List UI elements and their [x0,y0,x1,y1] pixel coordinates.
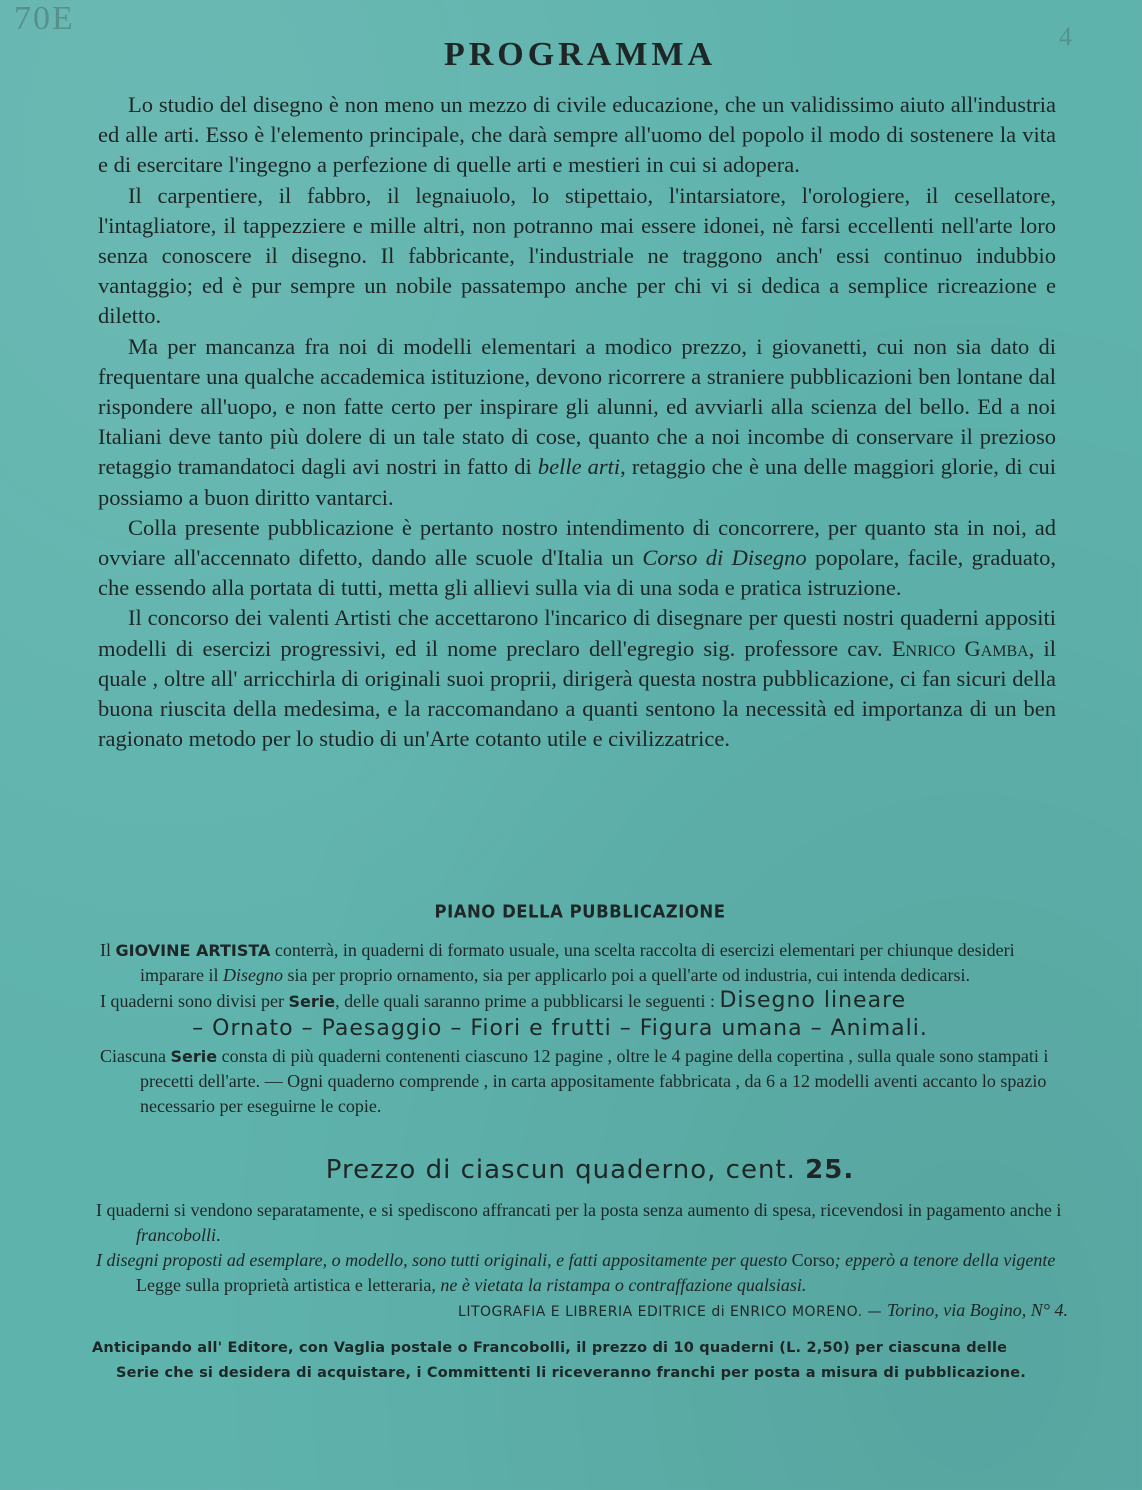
piano-paragraph-2: I quaderni sono divisi per Serie, delle quali saranno prime a pubblicarsi le seguenti : Disegno lineare – Ornato – Paesaggio – Fiori e frutti – Figura umana – Animali. [100,988,1060,1044]
pencil-annotation: 70E [14,0,75,37]
corso-di-disegno-italic: Corso di Disegno [642,545,807,571]
piano-section-2 [96,1198,1068,1325]
giovine-artista-name: GIOVINE ARTISTA [115,941,271,960]
piano-section [100,938,1060,1119]
publisher-line: LITOGRAFIA E LIBRERIA EDITRICE di ENRICO MORENO. — Torino, via Bogino, N° 4. [458,1300,1068,1320]
piano-paragraph-5: I disegni proposti ad esemplare, o modello, sono tutti originali, e fatti appositamente per questo Corso; epperò a tenore della vigente Legge sulla proprietà artistica e letteraria, ne è vietata la ristampa o contraffazione qualsiasi. [96,1250,1056,1295]
series-disegno-lineare: Disegno lineare [719,988,907,1013]
subscription-notice [92,1336,1074,1386]
corner-annotation: 4 [1059,22,1072,51]
price-line: Prezzo di ciascun quaderno, cent. 25. [325,1155,855,1185]
programma-section [98,90,1056,754]
piano-heading: PIANO DELLA PUBBLICAZIONE [434,901,726,922]
paragraph-3: Ma per mancanza fra noi di modelli elementari a modico prezzo, i giovanetti, cui non sia dato di frequentare una qualche accademica istituzione, devono ricorrere a straniere pubblicazioni ben lontane dal rispondere all'uopo, e non fatte certo per inspirare gli alunni, ed avviarli alla scienza del bello. Ed a noi Italiani deve tanto più dolere di un tale stato di cose, quanto che a noi incombe di conservare il prezioso retaggio tramandatoci dagli avi nostri in fatto di belle arti, retaggio che è una delle maggiori glorie, di cui possiamo a buon diritto vantarci. [98,333,1057,510]
belle-arti-italic: belle arti [537,454,621,480]
price-value: 25. [805,1155,855,1185]
enrico-gamba-name: Enrico Gamba [891,635,1029,661]
paragraph-1: Lo studio del disegno è non meno un mezzo di civile educazione, che un validissimo aiuto all'industria ed alle arti. Esso è l'elemento principale, che darà sempre all'uomo del popolo il modo di sostenere la vita e di esercitare l'ingegno a perfezione di quelle arti e mestieri in cui si adopera. [98,92,1056,178]
paragraph-2: Il carpentiere, il fabbro, il legnaiuolo, lo stipettaio, l'intarsiatore, l'orologiere, il cesellatore, l'intagliatore, il tappezziere e mille altri, non potranno mai essere idonei, nè farsi eccellenti nell'arte loro senza conoscere il disegno. Il fabbricante, l'industriale ne traggono anch' essi continuo indubbio vantaggio; ed è pur sempre un nobile passatempo anche per chi vi si dedica a semplice ricreazione e diletto. [98,182,1056,329]
notice-line-1: Anticipando all' Editore, con Vaglia postale o Francobolli, il prezzo di 10 quaderni (L. 2,50) per ciascuna delle [92,1340,1008,1356]
piano-paragraph-1: Il GIOVINE ARTISTA conterrà, in quaderni di formato usuale, una scelta raccolta di esercizi elementari per chiunque desideri imparare il Disegno sia per proprio ornamento, sia per applicarlo poi a quell'arte od industria, cui intenda dedicarsi. [100,940,1015,985]
paragraph-4: Colla presente pubblicazione è pertanto nostro intendimento di concorrere, per quanto sta in noi, ad ovviare all'accennato difetto, dando alle scuole d'Italia un Corso di Disegno popolare, facile, graduato, che essendo alla portata di tutti, metta gli allievi sulla via di una soda e pratica istruzione. [98,514,1057,601]
piano-paragraph-4: I quaderni si vendono separatamente, e si spediscono affrancati per la posta senza aumento di spesa, ricevendosi in pagamento anche i francobolli. [96,1200,1062,1245]
piano-paragraph-3: Ciascuna Serie consta di più quaderni contenenti ciascuno 12 pagine , oltre le 4 pagine della copertina , sulla quale sono stampati i precetti dell'arte. — Ogni quaderno comprende , in carta appositamente fabbricata , da 6 a 12 modelli aventi accanto lo spazio necessario per eseguirne le copie. [100,1046,1049,1116]
paragraph-5: Il concorso dei valenti Artisti che accettarono l'incarico di disegnare per questi nostri quaderni appositi modelli di esercizi progressivi, ed il nome preclaro dell'egregio sig. professore cav. Enrico Gamba, il quale , oltre all' arricchirla di originali suoi proprii, dirigerà questa nostra pubblicazione, ci fan sicuri della buona riuscita della medesima, e la raccomandano a quanti sentono la necessità ed importanza di un ben ragionato metodo per lo studio di un'Arte cotanto utile e civilizzatrice. [98,605,1056,752]
series-list: – Ornato – Paesaggio – Fiori e frutti – Figura umana – Animali. [192,1016,928,1041]
page-title: PROGRAMMA [443,36,717,73]
notice-line-2: Serie che si desidera di acquistare, i Committenti li riceveranno franchi per posta a misura di pubblicazione. [116,1365,1026,1381]
